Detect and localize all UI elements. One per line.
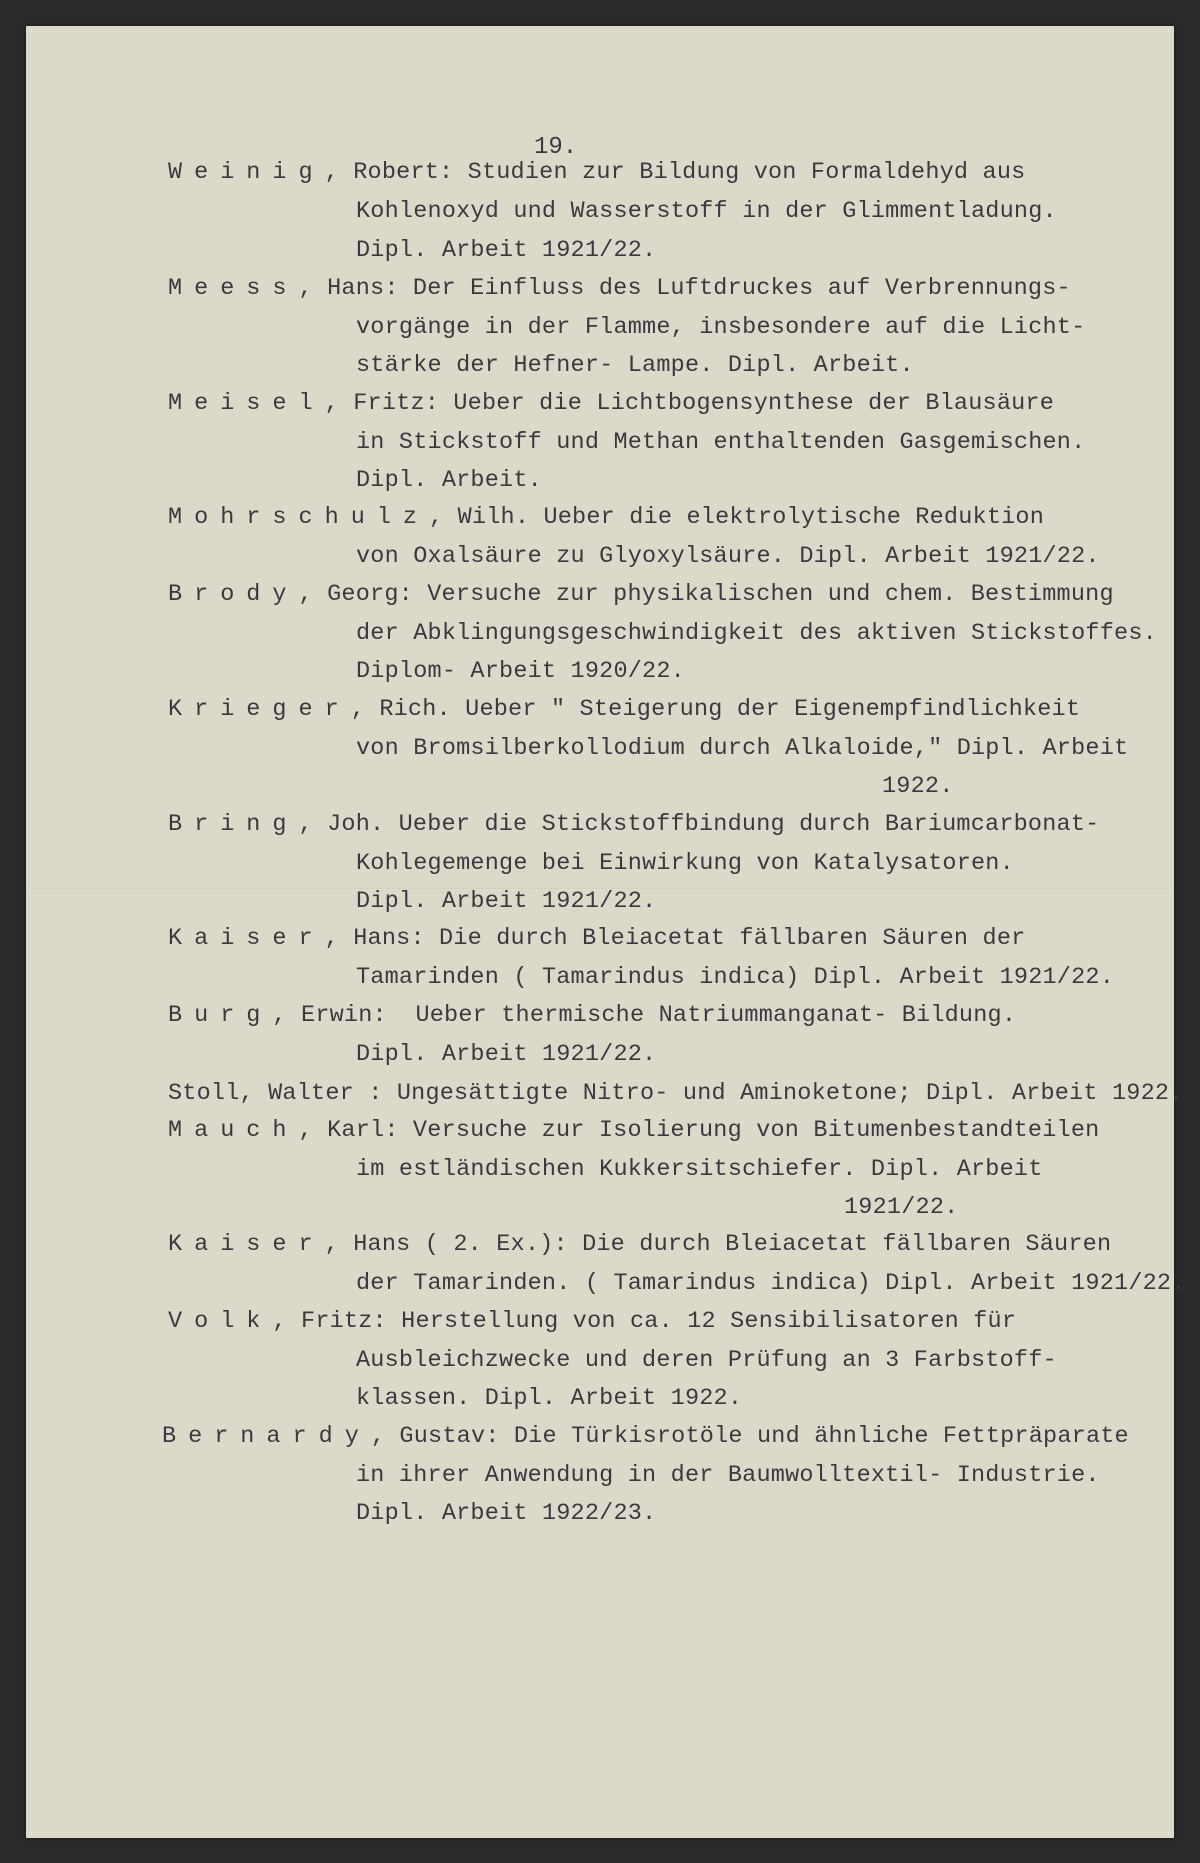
entry-line: Dipl. Arbeit. — [356, 467, 542, 494]
entry-line: klassen. Dipl. Arbeit 1922. — [356, 1385, 743, 1412]
entry-line: Kohlegemenge bei Einwirkung von Katalysatoren. — [356, 850, 1014, 877]
entry-text: , Karl: Versuche zur Isolierung von Bitumenbestandteilen — [298, 1117, 1100, 1144]
author-surname: Brody — [168, 581, 299, 608]
author-surname: Stoll, Walter — [168, 1080, 354, 1107]
entry-text: , Georg: Versuche zur physikalischen und chem. Bestimmung — [298, 581, 1114, 608]
entry-line: Dipl. Arbeit 1921/22. — [356, 237, 657, 264]
entry-text: , Robert: Studien zur Bildung von Formaldehyd aus — [324, 159, 1026, 186]
entry-line: stärke der Hefner- Lampe. Dipl. Arbeit. — [356, 352, 914, 379]
entry-line: der Abklingungsgeschwindigkeit des aktiven Stickstoffes. — [356, 620, 1157, 647]
entry-line: Diplom- Arbeit 1920/22. — [356, 658, 685, 685]
entry-text: , Joh. Ueber die Stickstoffbindung durch Bariumcarbonat- — [298, 811, 1100, 838]
entry-line: Ausbleichzwecke und deren Prüfung an 3 Farbstoff- — [356, 1347, 1057, 1374]
entry-first-line — [168, 925, 1025, 952]
author-surname: Kaiser — [168, 925, 325, 952]
entry-first-line — [168, 811, 1099, 838]
entry-text: , Hans ( 2. Ex.): Die durch Bleiacetat fällbaren Säuren — [324, 1231, 1112, 1258]
entry-first-line — [168, 1117, 1099, 1144]
entry-line: Dipl. Arbeit 1921/22. — [356, 1041, 657, 1068]
entry-line: vorgänge in der Flamme, insbesondere auf die Licht- — [356, 314, 1086, 341]
entry-line: Dipl. Arbeit 1922/23. — [356, 1500, 657, 1527]
author-surname: Bernardy — [162, 1423, 371, 1450]
entry-line: der Tamarinden. ( Tamarindus indica) Dipl. Arbeit 1921/22. — [356, 1270, 1186, 1297]
author-surname: Krieger — [168, 696, 351, 723]
entry-line: in ihrer Anwendung in der Baumwolltextil- Industrie. — [356, 1462, 1100, 1489]
entry-line: 1922. — [882, 773, 954, 800]
entry-line: in Stickstoff und Methan enthaltenden Gasgemischen. — [356, 429, 1086, 456]
entry-first-line — [168, 504, 1044, 531]
author-surname: Meess — [168, 275, 299, 302]
entry-text: , Erwin: Ueber thermische Natriummanganat- Bildung. — [272, 1002, 1017, 1029]
entry-line: 1921/22. — [844, 1194, 959, 1221]
page-number: 19. — [534, 134, 578, 161]
entry-text: , Hans: Die durch Bleiacetat fällbaren Säuren der — [324, 925, 1026, 952]
entry-line: Tamarinden ( Tamarindus indica) Dipl. Arbeit 1921/22. — [356, 964, 1115, 991]
entry-text: , Hans: Der Einfluss des Luftdruckes auf Verbrennungs- — [298, 275, 1071, 302]
author-surname: Burg — [168, 1002, 273, 1029]
author-surname: Weinig — [168, 159, 325, 186]
entry-first-line — [162, 1423, 1129, 1450]
entry-first-line — [168, 1308, 1016, 1335]
entry-first-line — [168, 1231, 1111, 1258]
entry-first-line — [168, 390, 1054, 417]
author-surname: Mohrschulz — [168, 504, 430, 531]
author-surname: Kaiser — [168, 1231, 325, 1258]
entry-first-line — [168, 275, 1071, 302]
entry-first-line — [168, 581, 1114, 608]
entry-text: , Rich. Ueber " Steigerung der Eigenempfindlichkeit — [350, 696, 1081, 723]
entry-text: , Fritz: Ueber die Lichtbogensynthese der Blausäure — [324, 390, 1055, 417]
entry-text: , Gustav: Die Türkisrotöle und ähnliche Fettpräparate — [370, 1423, 1129, 1450]
entry-line: von Bromsilberkollodium durch Alkaloide," Dipl. Arbeit — [356, 735, 1129, 762]
document-page — [26, 26, 1186, 1838]
entry-first-line — [168, 159, 1025, 186]
entry-text: , Wilh. Ueber die elektrolytische Reduktion — [429, 504, 1045, 531]
entry-line: im estländischen Kukkersitschiefer. Dipl. Arbeit — [356, 1156, 1043, 1183]
entry-first-line — [168, 1002, 1016, 1029]
entry-first-line — [168, 696, 1080, 723]
author-surname: Volk — [168, 1308, 273, 1335]
entry-first-line — [168, 1080, 1183, 1107]
author-surname: Meisel — [168, 390, 325, 417]
author-surname: Mauch — [168, 1117, 299, 1144]
entry-text: : Ungesättigte Nitro- und Aminoketone; Dipl. Arbeit 1922. — [353, 1080, 1184, 1107]
entry-line: Kohlenoxyd und Wasserstoff in der Glimmentladung. — [356, 198, 1057, 225]
author-surname: Bring — [168, 811, 299, 838]
entry-line: von Oxalsäure zu Glyoxylsäure. Dipl. Arbeit 1921/22. — [356, 543, 1100, 570]
entry-text: , Fritz: Herstellung von ca. 12 Sensibilisatoren für — [272, 1308, 1017, 1335]
entry-line: Dipl. Arbeit 1921/22. — [356, 888, 657, 915]
thesis-list — [26, 26, 1186, 1838]
